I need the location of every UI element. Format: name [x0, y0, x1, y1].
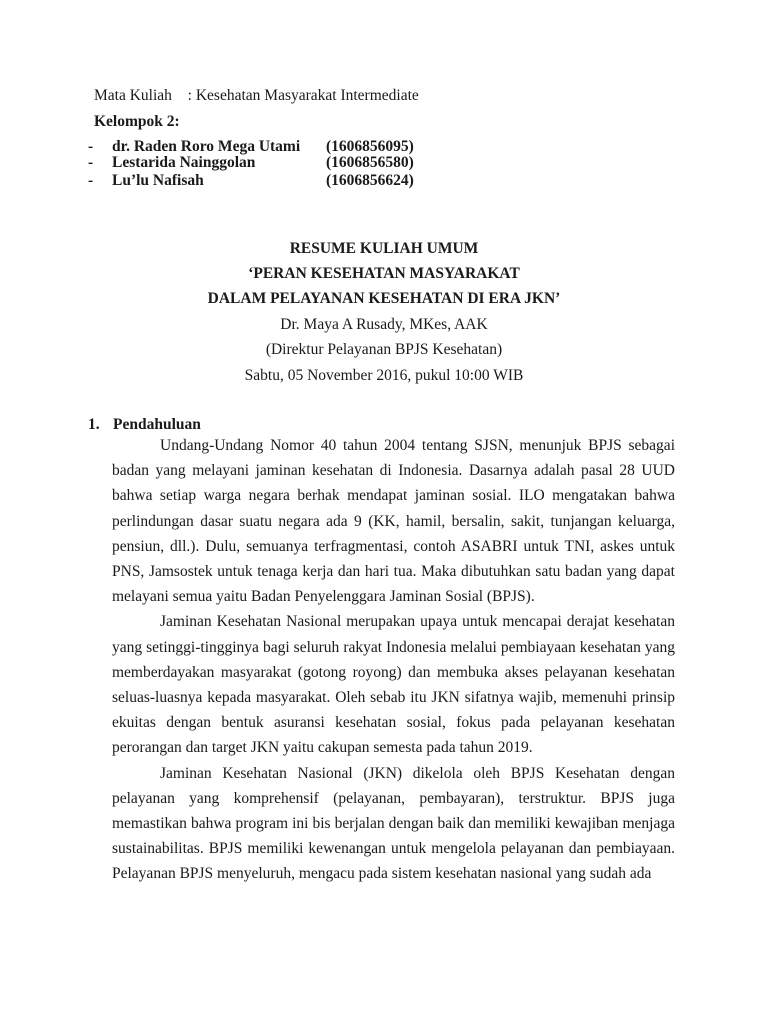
member-bullet: - [88, 172, 94, 189]
member-id: (1606856624) [326, 172, 414, 189]
resume-title: RESUME KULIAH UMUM [289, 240, 479, 257]
member-id: (1606856580) [326, 154, 414, 171]
section-number: 1. [88, 416, 100, 433]
lecture-date: Sabtu, 05 November 2016, pukul 10:00 WIB [244, 367, 524, 384]
course-label: Mata Kuliah [94, 87, 172, 104]
member-name: Lu’lu Nafisah [112, 172, 204, 189]
lecture-title-line-2: DALAM PELAYANAN KESEHATAN DI ERA JKN’ [207, 290, 561, 307]
speaker-position: (Direktur Pelayanan BPJS Kesehatan) [265, 341, 503, 358]
lecture-title-line-1: ‘PERAN KESEHATAN MASYARAKAT [248, 265, 520, 282]
group-label: Kelompok 2: [94, 113, 180, 130]
member-item [88, 172, 688, 192]
member-name: Lestarida Nainggolan [112, 154, 256, 171]
member-name: dr. Raden Roro Mega Utami [112, 138, 301, 155]
course-separator: : [187, 87, 192, 104]
section-body [112, 433, 675, 887]
paragraph: Jaminan Kesehatan Nasional merupakan upaya untuk mencapai derajat kesehatan yang setinggi-tingginya bagi seluruh rakyat Indonesia melalui pembiayaan kesehatan yang memberdayakan masyarakat (gotong royong) dan membuka akses pelayanan kesehatan seluas-luasnya kepada masyarakat. Oleh sebab itu JKN sifatnya wajib, memenuhi prinsip ekuitas dengan bentuk asuransi kesehatan sosial, fokus pada pelayanan kesehatan perorangan dan target JKN yaitu cakupan semesta pada tahun 2019. [112, 613, 675, 757]
member-bullet: - [88, 138, 94, 155]
course-line [94, 87, 419, 105]
speaker-name: Dr. Maya A Rusady, MKes, AAK [280, 316, 488, 333]
member-item [88, 154, 688, 174]
course-value: Kesehatan Masyarakat Intermediate [195, 87, 419, 104]
paragraph: Undang-Undang Nomor 40 tahun 2004 tentang SJSN, menunjuk BPJS sebagai badan yang melayani jaminan kesehatan di Indonesia. Dasarnya adalah pasal 28 UUD bahwa setiap warga negara berhak mendapat jaminan sosial. ILO mengatakan bahwa perlindungan dasar suatu negara ada 9 (KK, hamil, bersalin, sakit, tunjangan keluarga, pensiun, dll.). Dulu, semuanya terfragmentasi, contoh ASABRI untuk TNI, askes untuk PNS, Jamsostek untuk tenaga kerja dan hari tua. Maka dibutuhkan satu badan yang dapat melayani semua yaitu Badan Penyelenggara Jaminan Sosial (BPJS). [112, 437, 675, 606]
paragraph: Jaminan Kesehatan Nasional (JKN) dikelola oleh BPJS Kesehatan dengan pelayanan yang komprehensif (pelayanan, pembayaran), terstruktur. BPJS juga memastikan bahwa program ini bis berjalan dengan baik dan memiliki kewajiban menjaga sustainabilitas. BPJS memiliki kewenangan untuk mengelola pelayanan dan pembiayaan. Pelayanan BPJS menyeluruh, mengacu pada sistem kesehatan nasional yang sudah ada [112, 764, 675, 883]
section-title: Pendahuluan [113, 416, 201, 433]
member-id: (1606856095) [326, 138, 414, 155]
member-bullet: - [88, 154, 94, 171]
